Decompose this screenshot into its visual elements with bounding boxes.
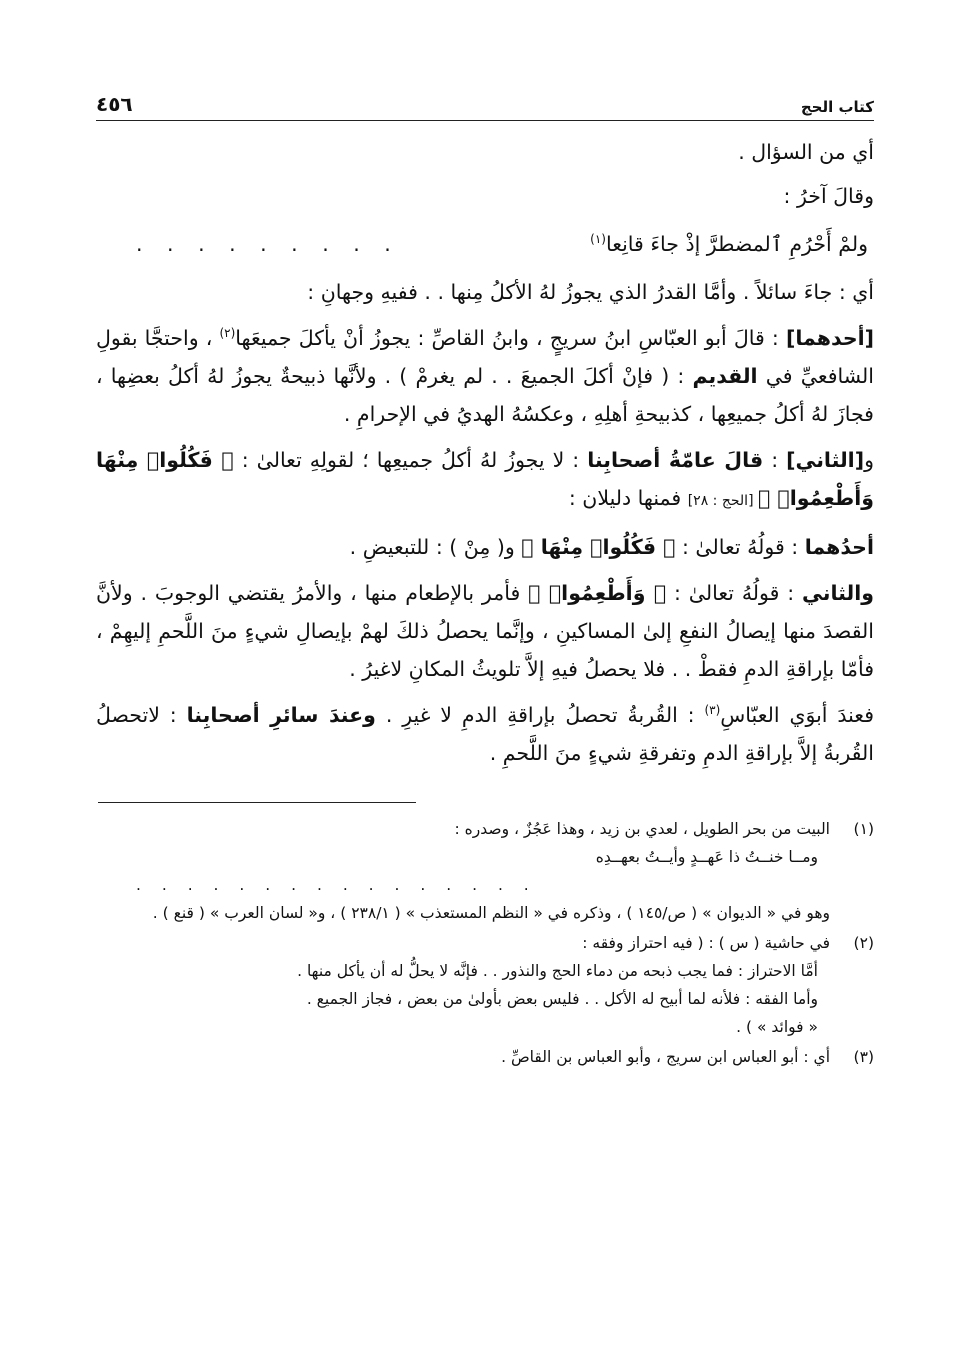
footnote-line: « فوائد » ) .: [736, 1018, 818, 1036]
text-run: : قالَ أبو العبّاسِ ابنُ سريجٍ ، وابنُ القاصِّ : يجوزُ أنْ يأكلَ جميعَها: [235, 326, 786, 350]
text-run: و( مِنْ ) : للتبعيضِ .: [349, 535, 522, 559]
verse-hemistich: [590, 225, 874, 263]
text-run: : ( فإنْ أكلَ الجميعَ . . لم يغرمْ ) . ولأنَّها ذبيحةٌ يجوزُ لهُ أكلُ بعضِها ، فجازَ لهُ أكلُ جميعِها ، كذبيحةِ أهلِهِ ، وعكسُهُ الهديُ في الإحرامِ .: [96, 364, 874, 426]
page-header: [96, 92, 874, 121]
text-run: و: [864, 448, 874, 472]
text-run: فمنها دليلان :: [568, 486, 688, 510]
quran-quote: ﴿ وَأَطْعِمُوا۟ ﴾: [528, 581, 667, 605]
text-run: : قولُهُ تعالىٰ :: [666, 581, 803, 605]
footnote-ref-2: (٢): [219, 326, 236, 341]
paragraph-conclusion: [96, 696, 874, 772]
verse-text: ولمْ أَحْرُمِ ٱلمضطرَّ إذْ جاءَ قانِعا: [605, 232, 868, 256]
text-run: : لا يجوزُ لهُ أكلُ جميعِها ؛ لقولِهِ تعالىٰ :: [233, 448, 588, 472]
bold-term: وعندَ سائرِ أصحابِنا: [186, 703, 376, 727]
paragraph-evidence-1: [96, 528, 874, 566]
bold-term: القديم: [692, 364, 758, 388]
footnote-line: وهو في « الديوان » ( ص/١٤٥ ) ، وذكره في « النظم المستعذب » ( ٢٣٨/١ ) ، و« لسان العرب » ( قنع ) .: [152, 904, 830, 922]
footnote-line: أي : أبو العباس ابن سريج ، وأبو العباس بن القاصِّ .: [501, 1048, 830, 1066]
quran-quote: ﴿ فَكُلُوا۟ مِنْهَا ﴾: [521, 535, 676, 559]
footnote-3: [96, 1043, 874, 1071]
footnote-line: البيت من بحر الطويل ، لعدي بن زيد ، وهذا عَجُزٌ ، وصدره :: [454, 820, 830, 838]
footnotes: [96, 815, 874, 1071]
surah-reference: [الحج : ٢٨]: [687, 493, 758, 509]
quran-quote: ﴿ فَكُلُوا۟ مِنْهَا وَأَطْعِمُوا۟ ﴾: [96, 448, 874, 510]
opinion-label-2: [الثاني]: [786, 448, 865, 472]
footnote-2: [96, 929, 874, 1041]
text-run: فعندَ أبوَي العبّاسِ: [720, 703, 874, 727]
footnote-body: [96, 815, 830, 927]
main-text: [96, 133, 874, 772]
text-run: : لاتحصلُ القُربةُ إلاَّ بإراقةِ الدمِ وتفرقةِ شيءٍ منَ اللَّحمِ .: [96, 703, 874, 765]
paragraph-2: وقالَ آخرُ :: [783, 184, 874, 208]
evidence-label-1: أحدُهما: [804, 535, 874, 559]
text-run: فأمر بالإطعام منها ، والأمرُ يقتضي الوجوبَ . ولأنَّ القصدَ منها إيصالُ النفعِ إلىٰ المساكينِ ، وإنَّما يحصلُ ذلكَ لهمْ بإيصالِ شيءٍ منَ اللَّحمِ إليهِمْ ، فأمّا بإراقةِ الدمِ فقطْ . . فلا يحصلُ فيهِ إلاَّ تلويثُ المكانِ لاغيرُ .: [96, 581, 874, 681]
footnote-line: في حاشية ( س ) : ( فيه احتراز وفقه :: [582, 934, 830, 952]
footnote-line: أمَّا الاحتراز : فما يجب ذبحه من دماء الحج والنذور . . فإنَّه لا يحلُّ له أن يأكل منها .: [297, 962, 818, 980]
page-number: ٤٥٦: [96, 92, 133, 116]
footnote-body: [96, 1043, 830, 1071]
text-run: : القُربةُ تحصلُ بإراقةِ الدمِ لا غيرِ .: [375, 703, 705, 727]
paragraph-second-opinion: [96, 441, 874, 520]
running-title: كتاب الحج: [800, 98, 874, 116]
bold-term: قالَ عامّةُ أصحابِنا: [587, 448, 764, 472]
footnote-ref-1: (١): [590, 232, 606, 247]
footnote-divider: [98, 802, 416, 803]
text-run: : قولُهُ تعالىٰ :: [675, 535, 805, 559]
paragraph-evidence-2: [96, 574, 874, 688]
poetry-verse: [96, 221, 874, 273]
footnote-number: (١): [853, 820, 874, 838]
verse-ellipsis: . . . . . . . . .: [136, 232, 400, 256]
footnote-verse-ellipsis: . . . . . . . . . . . . . . . .: [136, 876, 537, 894]
footnote-number: (٢): [853, 934, 874, 952]
opinion-label-1: [أحدهما]: [785, 326, 874, 350]
footnote-line: وأما الفقه : فلأنه لما أبيح له الأكل . . فليس بعض بأولىٰ من بعض ، فجاز الجميع .: [306, 990, 818, 1008]
footnote-body: [96, 929, 830, 1041]
paragraph-3: أي : جاءَ سائلاً . وأمَّا القدرُ الذي يجوزُ لهُ الأكلُ مِنها . . ففيهِ وجهانِ :: [307, 280, 874, 304]
book-page: [96, 92, 874, 1312]
footnote-ref-3: (٣): [704, 703, 721, 718]
footnote-verse: ومــا خنــتُ ذا عَهــدٍ وأيــتُ بعهــدِه: [595, 848, 818, 866]
paragraph-1: أي من السؤال .: [738, 140, 874, 164]
footnote-number: (٣): [853, 1048, 874, 1066]
evidence-label-2: والثاني: [802, 581, 875, 605]
footnote-1: [96, 815, 874, 927]
text-run: :: [763, 448, 787, 472]
text-run: ، واحتجَّا بقولِ الشافعيِّ في: [96, 326, 874, 388]
paragraph-first-opinion: [96, 319, 874, 433]
